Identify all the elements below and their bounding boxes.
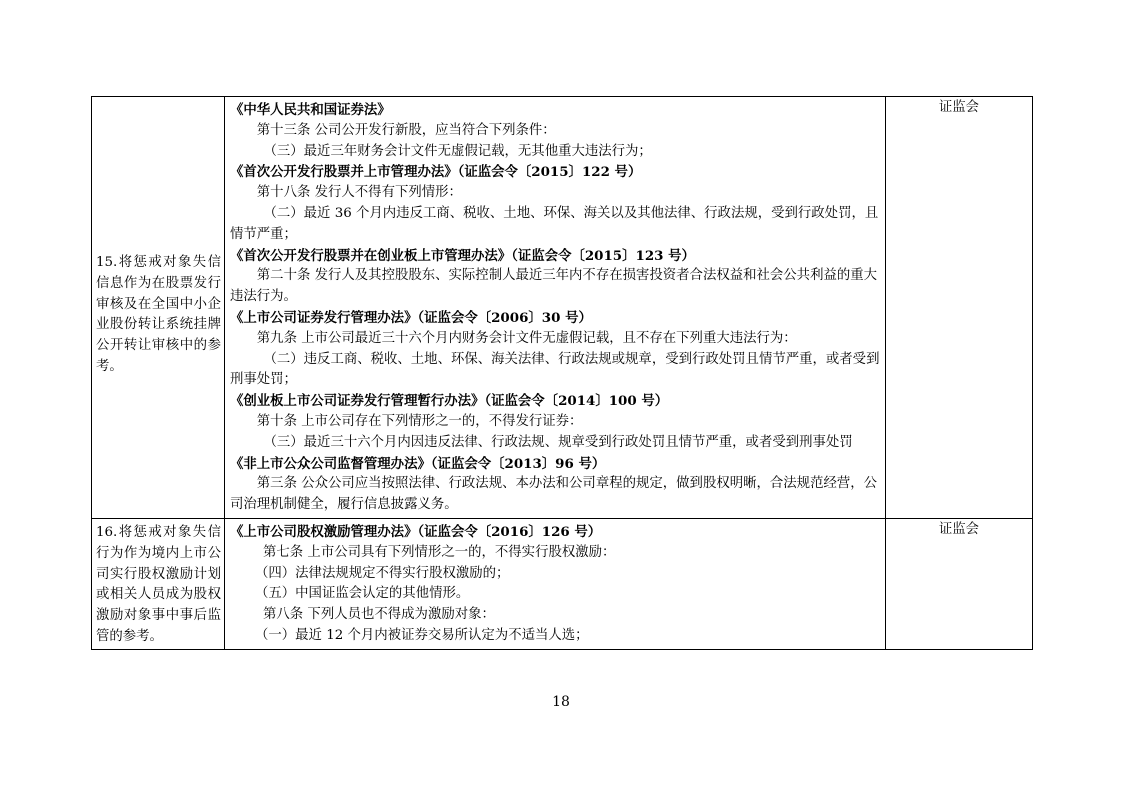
article-text: 第八条 下列人员也不得成为激励对象： <box>263 607 495 623</box>
legal-basis-cell <box>225 97 886 519</box>
measure-cell: 15.将惩戒对象失信信息作为在股票发行审核及在全国中小企业股份转让系统挂牌公开转让审核中的参考。 <box>92 97 225 519</box>
measure-cell: 16.将惩戒对象失信行为作为境内上市公司实行股权激励计划或相关人员成为股权激励对象事中事后监管的参考。 <box>92 518 225 649</box>
table-row <box>92 518 1033 649</box>
law-title: 《首次公开发行股票并上市管理办法》（证监会令〔2015〕122 号） <box>230 164 642 181</box>
law-title: 《中华人民共和国证券法》 <box>230 102 391 118</box>
table-row <box>92 97 1033 519</box>
page-number: 18 <box>552 694 570 710</box>
article-text: 第七条 上市公司具有下列情形之一的，不得实行股权激励： <box>263 544 616 560</box>
article-text: 第十条 上市公司存在下列情形之一的，不得发行证券： <box>256 413 583 429</box>
clause-text: （三）最近三年财务会计文件无虚假记载，无其他重大违法行为； <box>263 143 652 159</box>
law-title: 《上市公司证券发行管理办法》（证监会令〔2006〕30 号） <box>230 309 592 326</box>
clause-text: （一）最近 12 个月内被证券交易所认定为不适当人选； <box>255 627 589 643</box>
clause-text: （三）最近三十六个月内因违反法律、行政法规、规章受到行政处罚且情节严重，或者受到刑事处罚 <box>263 434 853 450</box>
clause-text: （二）最近 36 个月内违反工商、税收、土地、环保、海关以及其他法律、行政法规，受到行政处罚，且情节严重； <box>230 205 879 242</box>
legal-basis-cell <box>225 518 886 649</box>
law-title: 《创业板上市公司证券发行管理暂行办法》（证监会令〔2014〕100 号） <box>230 393 669 410</box>
clause-text: （五）中国证监会认定的其他情形。 <box>255 586 470 602</box>
law-title: 《上市公司股权激励管理办法》（证监会令〔2016〕126 号） <box>230 523 602 540</box>
article-text: 第十三条 公司公开发行新股，应当符合下列条件： <box>256 122 556 138</box>
clause-text: （四）法律法规规定不得实行股权激励的； <box>255 565 510 581</box>
article-text: 第九条 上市公司最近三十六个月内财务会计文件无虚假记载，且不存在下列重大违法行为： <box>256 330 797 346</box>
article-text: 第三条 公众公司应当按照法律、行政法规、本办法和公司章程的规定，做到股权明晰，合法规范经营，公司治理机制健全，履行信息披露义务。 <box>230 476 878 513</box>
authority-cell: 证监会 <box>886 97 1033 519</box>
authority-cell: 证监会 <box>886 518 1033 649</box>
article-text: 第二十条 发行人及其控股股东、实际控制人最近三年内不存在损害投资者合法权益和社会公共利益的重大违法行为。 <box>230 268 878 305</box>
clause-text: （二）违反工商、税收、土地、环保、海关法律、行政法规或规章，受到行政处罚且情节严重，或者受到刑事处罚； <box>230 351 880 388</box>
law-title: 《首次公开发行股票并在创业板上市管理办法》（证监会令〔2015〕123 号） <box>230 247 695 264</box>
regulation-table <box>91 96 1033 650</box>
law-title: 《非上市公众公司监督管理办法》（证监会令〔2013〕96 号） <box>230 455 606 472</box>
article-text: 第十八条 发行人不得有下列情形： <box>256 185 462 201</box>
